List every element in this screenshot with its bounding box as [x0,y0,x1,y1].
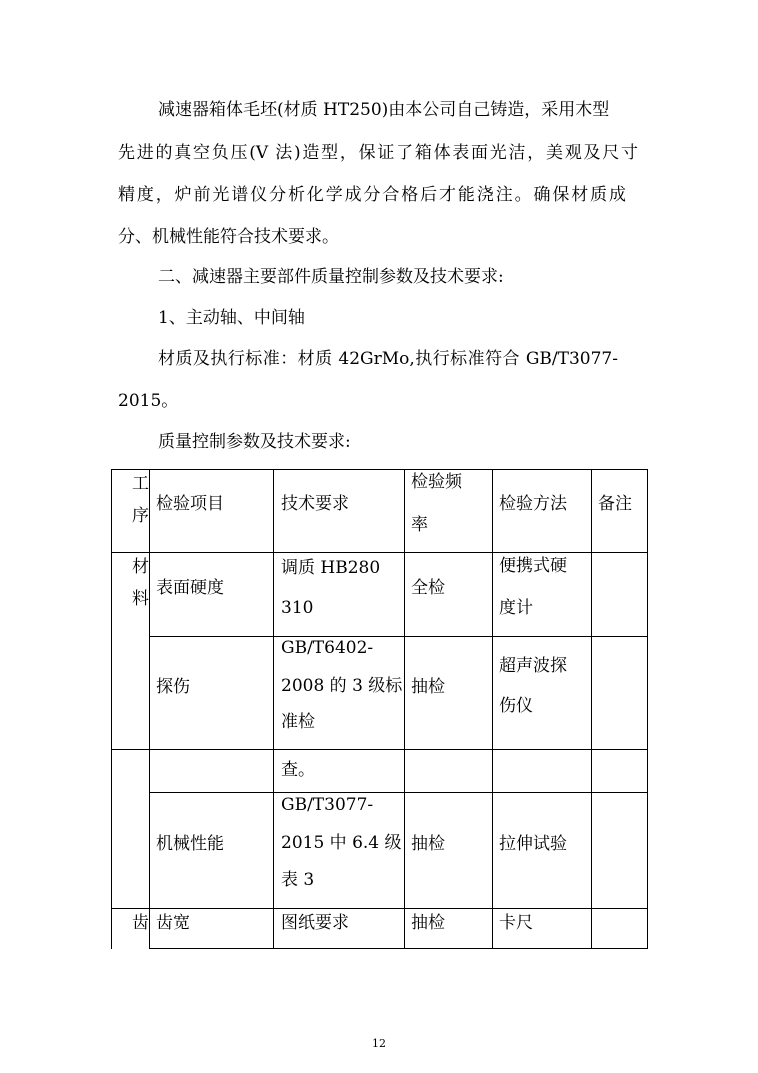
cell-requirement: 准检 [281,712,315,732]
paragraph-line: 质量控制参数及技术要求: [158,432,351,452]
cell-requirement: GB/T3077- [281,795,374,815]
cell-frequency: 抽检 [411,677,445,697]
paragraph-line: 分、机械性能符合技术要求。 [118,227,339,247]
cell-requirement: 调质 HB280 [281,558,381,578]
header-process: 工 [132,474,149,494]
cell-frequency: 抽检 [411,834,445,854]
paragraph-line: 减速器箱体毛坯(材质 HT250)由本公司自己铸造，采用木型 [158,100,610,120]
cell-frequency: 全检 [411,578,445,598]
cell-item: 机械性能 [156,834,224,854]
cell-requirement: 310 [281,598,314,618]
header-frequency: 检验频 [411,472,462,492]
page-number: 12 [372,1037,386,1050]
cell-method: 度计 [499,598,533,618]
paragraph-line: 2015。 [118,391,179,411]
cell-requirement: 查。 [281,760,315,780]
cell-item: 齿宽 [156,913,190,933]
cell-frequency: 抽检 [411,913,445,933]
cell-item: 表面硬度 [156,578,224,598]
header-method: 检验方法 [499,494,567,514]
section-heading: 二、减速器主要部件质量控制参数及技术要求: [158,267,504,287]
cell-requirement: 2015 中 6.4 级 [281,833,402,853]
cell-requirement: GB/T6402- [281,638,374,658]
cell-method: 便携式硬 [499,556,567,576]
header-process: 序 [132,506,149,526]
cell-process: 齿 [132,913,149,933]
subsection-heading: 1、主动轴、中间轴 [158,308,305,328]
paragraph-line: 先进的真空负压(V 法)造型，保证了箱体表面光洁，美观及尺寸 [118,143,638,163]
header-requirement: 技术要求 [281,494,349,514]
cell-method: 超声波探 [499,656,567,676]
paragraph-line: 材质及执行标准：材质 42GrMo,执行标准符合 GB/T3077- [158,349,618,369]
header-frequency: 率 [411,515,428,535]
cell-requirement: 图纸要求 [281,913,349,933]
cell-method: 伤仪 [499,696,533,716]
header-item: 检验项目 [156,494,224,514]
paragraph-line: 精度，炉前光谱仪分析化学成分合格后才能浇注。确保材质成 [118,185,626,205]
cell-method: 拉伸试验 [499,834,567,854]
cell-requirement: 2008 的 3 级标 [281,676,403,696]
cell-method: 卡尺 [499,913,533,933]
header-remark: 备注 [598,494,632,514]
cell-requirement: 表 3 [281,870,315,890]
cell-process: 材 [132,557,149,577]
cell-process: 料 [132,589,149,609]
cell-item: 探伤 [156,677,190,697]
